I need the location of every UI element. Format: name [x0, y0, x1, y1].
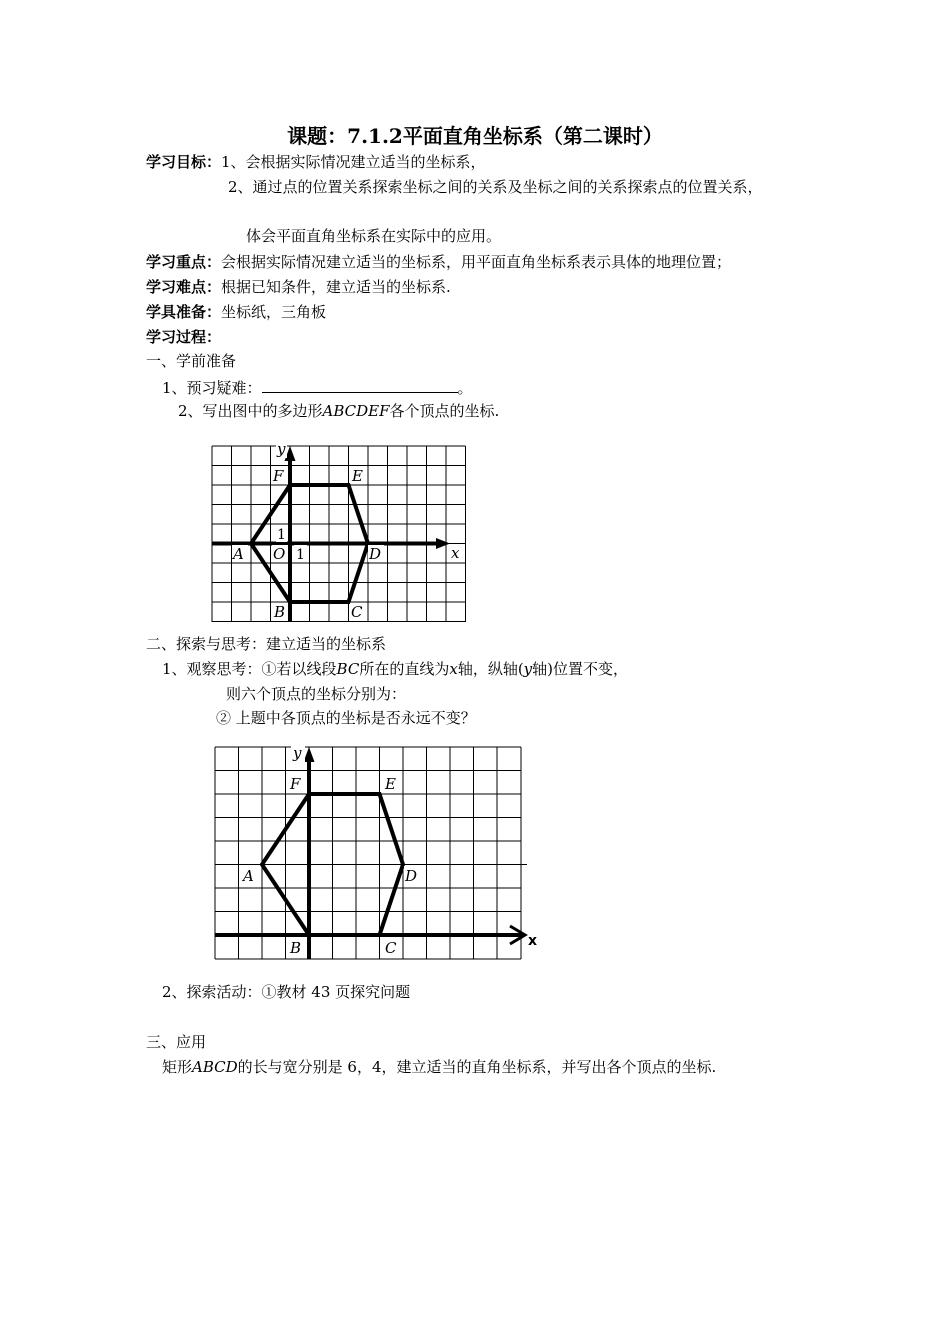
objective-2-cont: 体会平面直角坐标系在实际中的应用。 — [246, 227, 502, 245]
answer-blank[interactable] — [262, 376, 458, 393]
section1-heading: 一、学前准备 — [146, 352, 237, 370]
figure-2-label-B: B — [290, 939, 302, 957]
section1-q1-prefix: 1、预习疑难： — [162, 379, 262, 397]
difficulties — [146, 277, 451, 297]
figure-1-label-x: x — [451, 544, 460, 562]
figure-1-label-B: B — [274, 603, 286, 621]
section2-q1-line2: 则六个顶点的坐标分别为： — [226, 685, 407, 703]
section3-heading: 三、应用 — [146, 1033, 207, 1051]
segment-bc: BC — [336, 660, 360, 678]
process-label: 学习过程： — [146, 328, 222, 346]
figure-1-labels — [231, 440, 463, 621]
figure-2-grid — [205, 742, 540, 967]
figure-2-label-x: x — [528, 933, 538, 949]
objective-1: 1、会根据实际情况建立适当的坐标系， — [221, 153, 486, 171]
figure-2-gridlines — [215, 747, 527, 959]
figure-1-label-y: y — [277, 440, 286, 458]
section3-text-b: 的长与宽分别是 6，4，建立适当的直角坐标系，并写出各个顶点的坐标. — [237, 1058, 717, 1076]
figure-2-label-A: A — [243, 867, 254, 885]
section2-q2: 2、探索活动：①教材 43 页探究问题 — [162, 983, 411, 1001]
figure-1-label-one-x: 1 — [296, 547, 305, 563]
objectives-label: 学习目标： — [146, 153, 222, 171]
section1-q1-suffix: 。 — [457, 379, 473, 397]
section2-q1 — [162, 659, 628, 679]
section1-q2 — [178, 401, 499, 421]
figure-1-label-one-y: 1 — [277, 527, 286, 543]
figure-2-label-E: E — [385, 775, 396, 793]
figure-1-label-C: C — [351, 603, 363, 621]
tools-label: 学具准备： — [146, 303, 222, 321]
y-symbol: y — [523, 660, 533, 678]
difficulties-label: 学习难点： — [146, 278, 222, 296]
figure-1-label-F: F — [273, 467, 284, 485]
key-points — [146, 252, 731, 272]
section2-q1-a: 1、观察思考：①若以线段 — [162, 660, 337, 678]
figure-1-label-A: A — [233, 545, 244, 563]
key-points-text: 会根据实际情况建立适当的坐标系，用平面直角坐标系表示具体的地理位置； — [221, 253, 732, 271]
section2-q1-line3: ② 上题中各顶点的坐标是否永远不变？ — [216, 709, 476, 727]
figure-1-gridlines — [212, 446, 466, 622]
section2-heading: 二、探索与思考：建立适当的坐标系 — [146, 635, 387, 653]
figure-1-x-arrow — [436, 538, 450, 549]
page-title: 课题：7.1.2平面直角坐标系（第二课时） — [287, 124, 663, 148]
section1-q1 — [162, 376, 473, 398]
polygon-name: ABCDEF — [322, 402, 390, 420]
section1-q2-prefix: 2、写出图中的多边形 — [178, 402, 323, 420]
section1-q2-suffix: 各个顶点的坐标. — [389, 402, 500, 420]
figure-1-label-E: E — [352, 467, 363, 485]
figure-2-label-D: D — [405, 867, 418, 885]
objective-2: 2、通过点的位置关系探索坐标之间的关系及坐标之间的关系探索点的位置关系， — [228, 178, 763, 196]
figure-1-grid — [200, 440, 470, 630]
tools-text: 坐标纸，三角板 — [221, 303, 327, 321]
figure-2-label-C: C — [385, 939, 397, 957]
key-points-label: 学习重点： — [146, 253, 222, 271]
rectangle-name: ABCD — [192, 1058, 238, 1076]
section2-q1-b: 所在的直线为 — [359, 660, 450, 678]
figure-1-label-O: O — [273, 545, 286, 563]
figure-2-y-arrow — [304, 747, 315, 762]
figure-1-label-D: D — [369, 545, 382, 563]
tools — [146, 302, 326, 322]
section2-q1-d: 轴)位置不变， — [532, 660, 629, 678]
figure-2-label-F: F — [290, 775, 301, 793]
figure-2-label-y: y — [293, 744, 302, 762]
difficulties-text: 根据已知条件，建立适当的坐标系. — [221, 278, 451, 296]
section3-text — [162, 1057, 716, 1077]
section2-q1-c: 轴，纵轴( — [457, 660, 524, 678]
x-symbol: x — [449, 660, 458, 678]
objectives-line-1 — [146, 152, 486, 172]
section3-text-a: 矩形 — [162, 1058, 193, 1076]
